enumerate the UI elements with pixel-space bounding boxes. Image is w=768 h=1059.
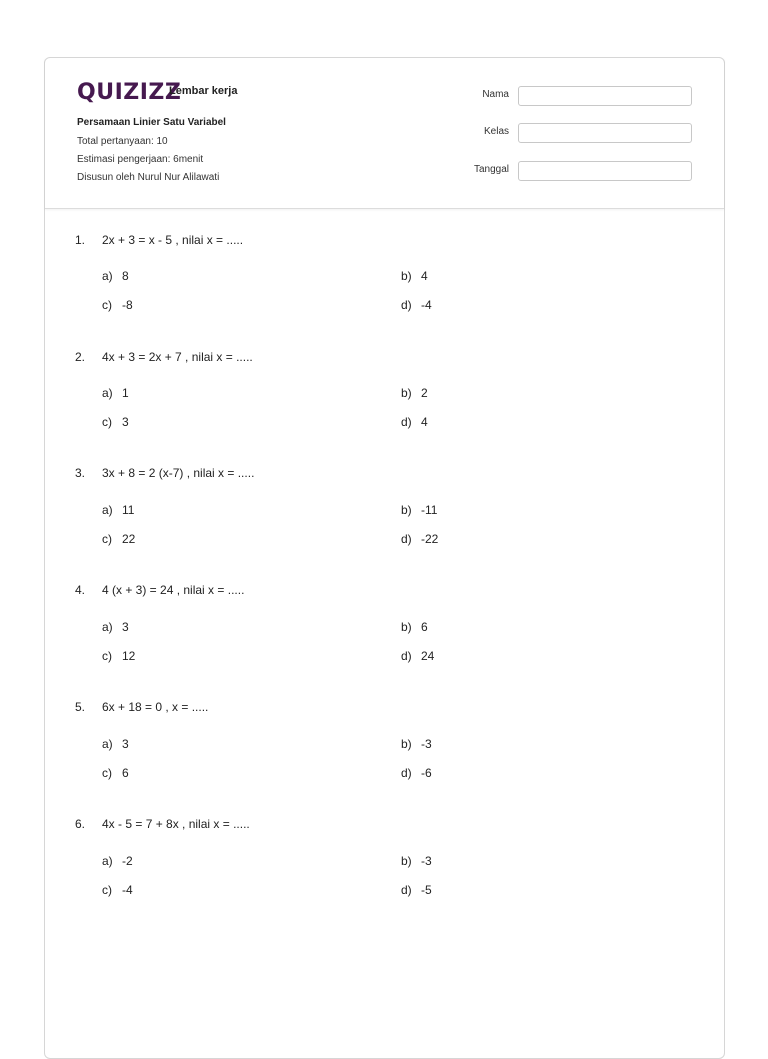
question-1 xyxy=(75,233,695,333)
question-6 xyxy=(75,817,695,917)
option-c: c) 12 xyxy=(102,649,136,663)
total-questions: Total pertanyaan: 10 xyxy=(77,136,168,147)
option-d: d) -5 xyxy=(401,883,432,897)
question-number: 5. xyxy=(75,700,86,714)
question-5 xyxy=(75,700,695,800)
question-3 xyxy=(75,466,695,566)
question-number: 6. xyxy=(75,817,86,831)
option-b: b) 4 xyxy=(401,269,428,283)
option-b: b) -3 xyxy=(401,737,432,751)
option-c: c) -8 xyxy=(102,298,133,312)
option-b: b) 6 xyxy=(401,620,428,634)
question-number: 1. xyxy=(75,233,86,247)
question-text: 4x - 5 = 7 + 8x , nilai x = ..... xyxy=(102,817,250,831)
option-c: c) 3 xyxy=(102,415,129,429)
question-number: 4. xyxy=(75,583,86,597)
worksheet-header xyxy=(45,58,724,209)
class-label: Kelas xyxy=(483,126,509,137)
name-field[interactable] xyxy=(518,86,692,106)
option-a: a) 3 xyxy=(102,737,129,751)
question-text: 3x + 8 = 2 (x-7) , nilai x = ..... xyxy=(102,466,255,480)
question-4 xyxy=(75,583,695,683)
document-type: Lembar kerja xyxy=(169,85,238,97)
option-a: a) 3 xyxy=(102,620,129,634)
option-c: c) 22 xyxy=(102,532,136,546)
option-b: b) -11 xyxy=(401,503,438,517)
option-d: d) -6 xyxy=(401,766,432,780)
author: Disusun oleh Nurul Nur Alilawati xyxy=(77,172,220,183)
question-text: 4 (x + 3) = 24 , nilai x = ..... xyxy=(102,583,245,597)
question-number: 3. xyxy=(75,466,86,480)
option-a: a) 1 xyxy=(102,386,129,400)
option-a: a) 11 xyxy=(102,503,135,517)
question-2 xyxy=(75,350,695,450)
option-a: a) -2 xyxy=(102,854,133,868)
option-b: b) 2 xyxy=(401,386,428,400)
worksheet-page xyxy=(44,57,725,1059)
question-number: 2. xyxy=(75,350,86,364)
option-c: c) 6 xyxy=(102,766,129,780)
option-d: d) 24 xyxy=(401,649,435,663)
option-b: b) -3 xyxy=(401,854,432,868)
question-text: 4x + 3 = 2x + 7 , nilai x = ..... xyxy=(102,350,253,364)
question-text: 2x + 3 = x - 5 , nilai x = ..... xyxy=(102,233,244,247)
name-label: Nama xyxy=(482,89,509,100)
option-a: a) 8 xyxy=(102,269,129,283)
option-d: d) -22 xyxy=(401,532,439,546)
question-text: 6x + 18 = 0 , x = ..... xyxy=(102,700,209,714)
worksheet-title: Persamaan Linier Satu Variabel xyxy=(77,117,226,128)
quizizz-logo: QUIZIZZ xyxy=(77,80,182,105)
option-c: c) -4 xyxy=(102,883,133,897)
date-label: Tanggal xyxy=(473,164,509,175)
option-d: d) 4 xyxy=(401,415,428,429)
date-field[interactable] xyxy=(518,161,692,181)
class-field[interactable] xyxy=(518,123,692,143)
option-d: d) -4 xyxy=(401,298,432,312)
estimated-time: Estimasi pengerjaan: 6menit xyxy=(77,154,204,165)
